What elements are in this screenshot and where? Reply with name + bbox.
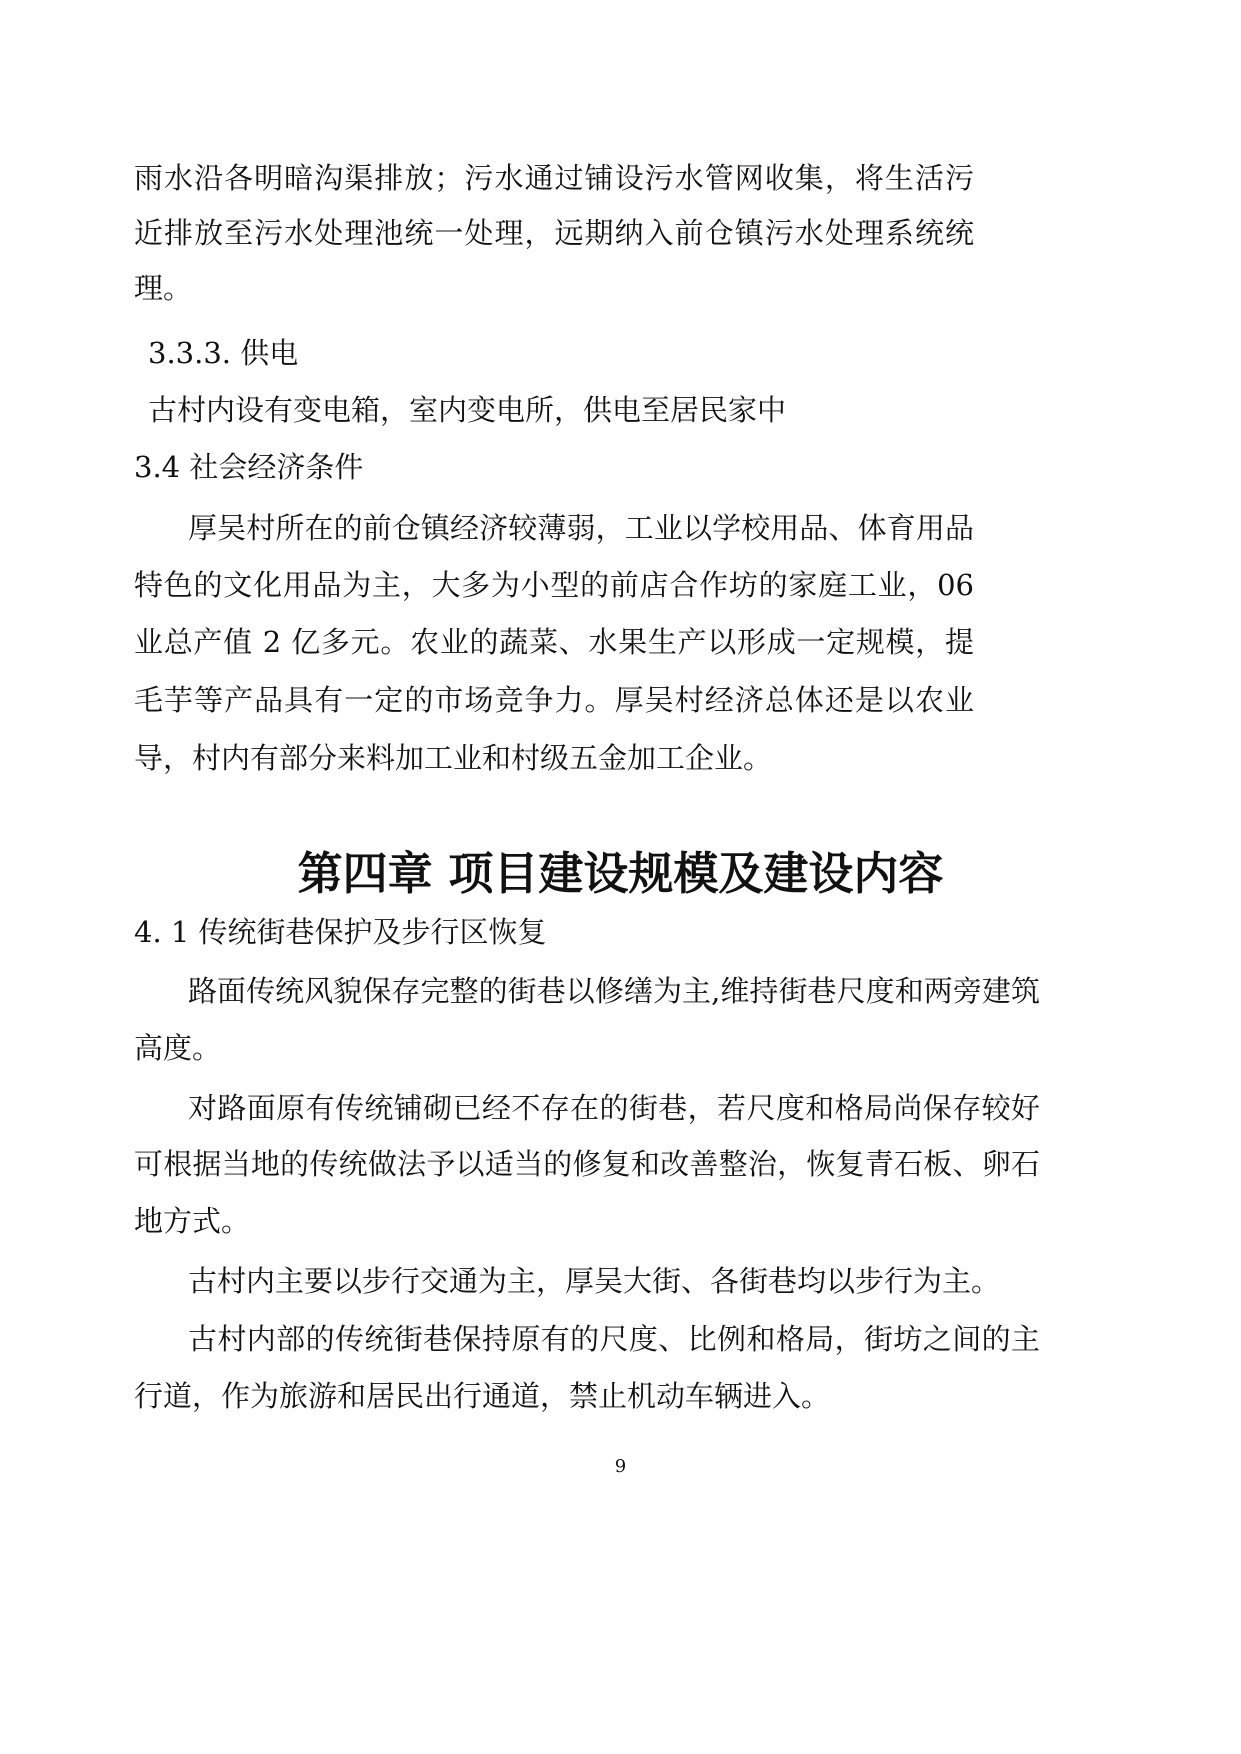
drainage-paragraph-line-2: 近排放至污水处理池统一处理，远期纳入前仓镇污水处理系统统	[134, 216, 974, 250]
street-protection-paragraph-1-line-1: 路面传统风貌保存完整的街巷以修缮为主,维持街巷尺度和两旁建筑	[188, 974, 1040, 1008]
socio-economic-paragraph-line-4: 毛芋等产品具有一定的市场竞争力。厚吴村经济总体还是以农业	[134, 683, 974, 717]
socio-economic-paragraph-line-5: 导，村内有部分来料加工业和村级五金加工企业。	[134, 741, 773, 775]
section-heading-street-protection: 4. 1 传统街巷保护及步行区恢复	[134, 915, 547, 949]
street-protection-paragraph-4-line-2: 行道，作为旅游和居民出行通道，禁止机动车辆进入。	[134, 1379, 831, 1413]
street-protection-paragraph-2-line-3: 地方式。	[134, 1204, 251, 1238]
drainage-paragraph-line-3: 理。	[134, 271, 193, 305]
street-protection-paragraph-2-line-1: 对路面原有传统铺砌已经不存在的街巷，若尺度和格局尚保存较好	[188, 1091, 1040, 1125]
section-heading-power-supply: 3.3.3. 供电	[148, 336, 299, 370]
power-supply-paragraph: 古村内设有变电箱，室内变电所，供电至居民家中	[148, 393, 787, 427]
street-protection-paragraph-4-line-1: 古村内部的传统街巷保持原有的尺度、比例和格局，街坊之间的主	[188, 1322, 1040, 1356]
street-protection-paragraph-2-line-2: 可根据当地的传统做法予以适当的修复和改善整治，恢复青石板、卵石	[134, 1147, 1040, 1181]
socio-economic-paragraph-line-3: 业总产值 2 亿多元。农业的蔬菜、水果生产以形成一定规模，提	[134, 625, 974, 659]
street-protection-paragraph-3: 古村内主要以步行交通为主，厚吴大街、各街巷均以步行为主。	[188, 1264, 1001, 1298]
street-protection-paragraph-1-line-2: 高度。	[134, 1031, 222, 1065]
section-heading-socio-economic: 3.4 社会经济条件	[134, 450, 364, 484]
drainage-paragraph-line-1: 雨水沿各明暗沟渠排放；污水通过铺设污水管网收集，将生活污	[134, 161, 974, 195]
page-number: 9	[614, 1456, 627, 1477]
socio-economic-paragraph-line-1: 厚吴村所在的前仓镇经济较薄弱，工业以学校用品、体育用品	[188, 511, 974, 545]
socio-economic-paragraph-line-2: 特色的文化用品为主，大多为小型的前店合作坊的家庭工业，06	[134, 568, 974, 602]
chapter-title: 第四章 项目建设规模及建设内容	[297, 847, 944, 900]
